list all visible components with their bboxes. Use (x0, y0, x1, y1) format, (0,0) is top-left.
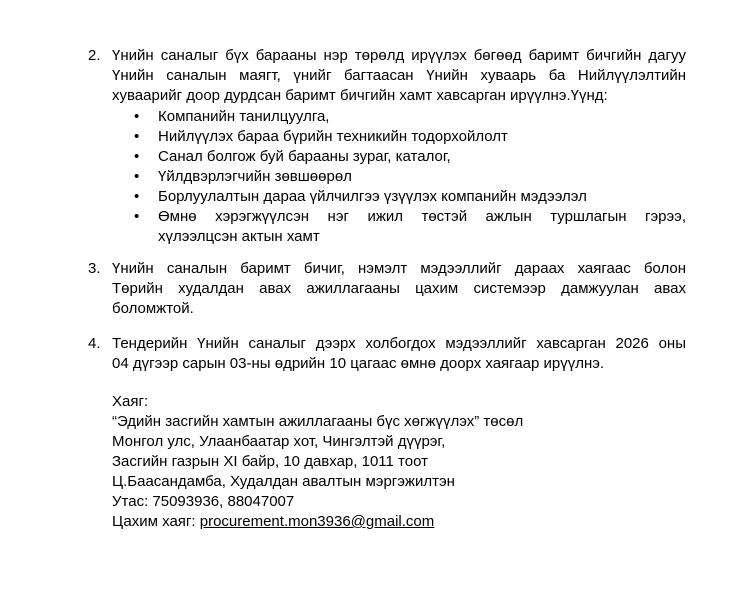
bullet-icon: • (134, 168, 140, 185)
item-number: 3. (88, 260, 101, 277)
text-line: Төрийн худалдан авах ажиллагааны цахим системээр дамжуулан авах (112, 280, 686, 297)
item-4-text (112, 334, 686, 374)
address-block (112, 392, 672, 532)
bullet-icon: • (134, 148, 140, 165)
email-label: Цахим хаяг: (112, 513, 200, 530)
bullet-text: Үйлдвэрлэгчийн зөвшөөрөл (158, 168, 352, 185)
address-heading: Хаяг: (112, 393, 149, 410)
bullet-text: Өмнө хэрэгжүүлсэн нэг ижил төстэй ажлын туршлагын гэрээ, (158, 208, 686, 225)
text-line: Үнийн саналын маягт, үнийг багтаасан Үнийн хуваарь ба Нийлүүлэлтийн (112, 67, 686, 84)
text-line: боломжтой. (112, 300, 194, 317)
text-line: Тендерийн Үнийн саналыг дээрх холбогдох мэдээллийг хавсарган 2026 оны (112, 335, 686, 352)
bullet-text: Санал болгож буй барааны зураг, каталог, (158, 148, 451, 165)
address-building: Засгийн газрын XI байр, 10 давхар, 1011 тоот (112, 453, 428, 470)
text-line: 04 дүгээр сарын 03-ны өдрийн 10 цагаас өмнө доорх хаягаар ирүүлнэ. (112, 355, 605, 372)
bullet-text: Компанийн танилцуулга, (158, 108, 330, 125)
item-number: 4. (88, 335, 101, 352)
email-link[interactable]: procurement.mon3936@gmail.com (199, 513, 435, 530)
contact-phone: Утас: 75093936, 88047007 (112, 493, 295, 510)
bullet-text: Нийлүүлэх бараа бүрийн техникийн тодорхойлолт (158, 128, 508, 145)
item-3-text (112, 259, 686, 319)
contact-person: Ц.Баасандамба, Худалдан авалтын мэргэжилтэн (112, 473, 455, 490)
bullet-icon: • (134, 108, 140, 125)
item-2-text (112, 46, 686, 106)
bullet-icon: • (134, 188, 140, 205)
contact-email-line (112, 512, 672, 532)
address-location: Монгол улс, Улаанбаатар хот, Чингэлтэй дүүрэг, (112, 433, 446, 450)
item-number: 2. (88, 47, 101, 64)
bullet-icon: • (134, 128, 140, 145)
text-line: Үнийн саналыг бүх барааны нэр төрөлд ирүүлэх бөгөөд баримт бичгийн дагуу (112, 47, 686, 64)
bullet-text: Борлуулалтын дараа үйлчилгээ үзүүлэх компанийн мэдээлэл (158, 188, 587, 205)
text-line: хуваарийг доор дурдсан баримт бичгийн хамт хавсарган ирүүлнэ.Үүнд: (112, 87, 608, 104)
text-line: Үнийн саналын баримт бичиг, нэмэлт мэдээллийг дараах хаягаас болон (112, 260, 686, 277)
address-project: “Эдийн засгийн хамтын ажиллагааны бүс хөгжүүлэх” төсөл (112, 413, 524, 430)
bullet-icon: • (134, 208, 140, 225)
bullet-text: хүлээлцсэн актын хамт (158, 228, 320, 245)
